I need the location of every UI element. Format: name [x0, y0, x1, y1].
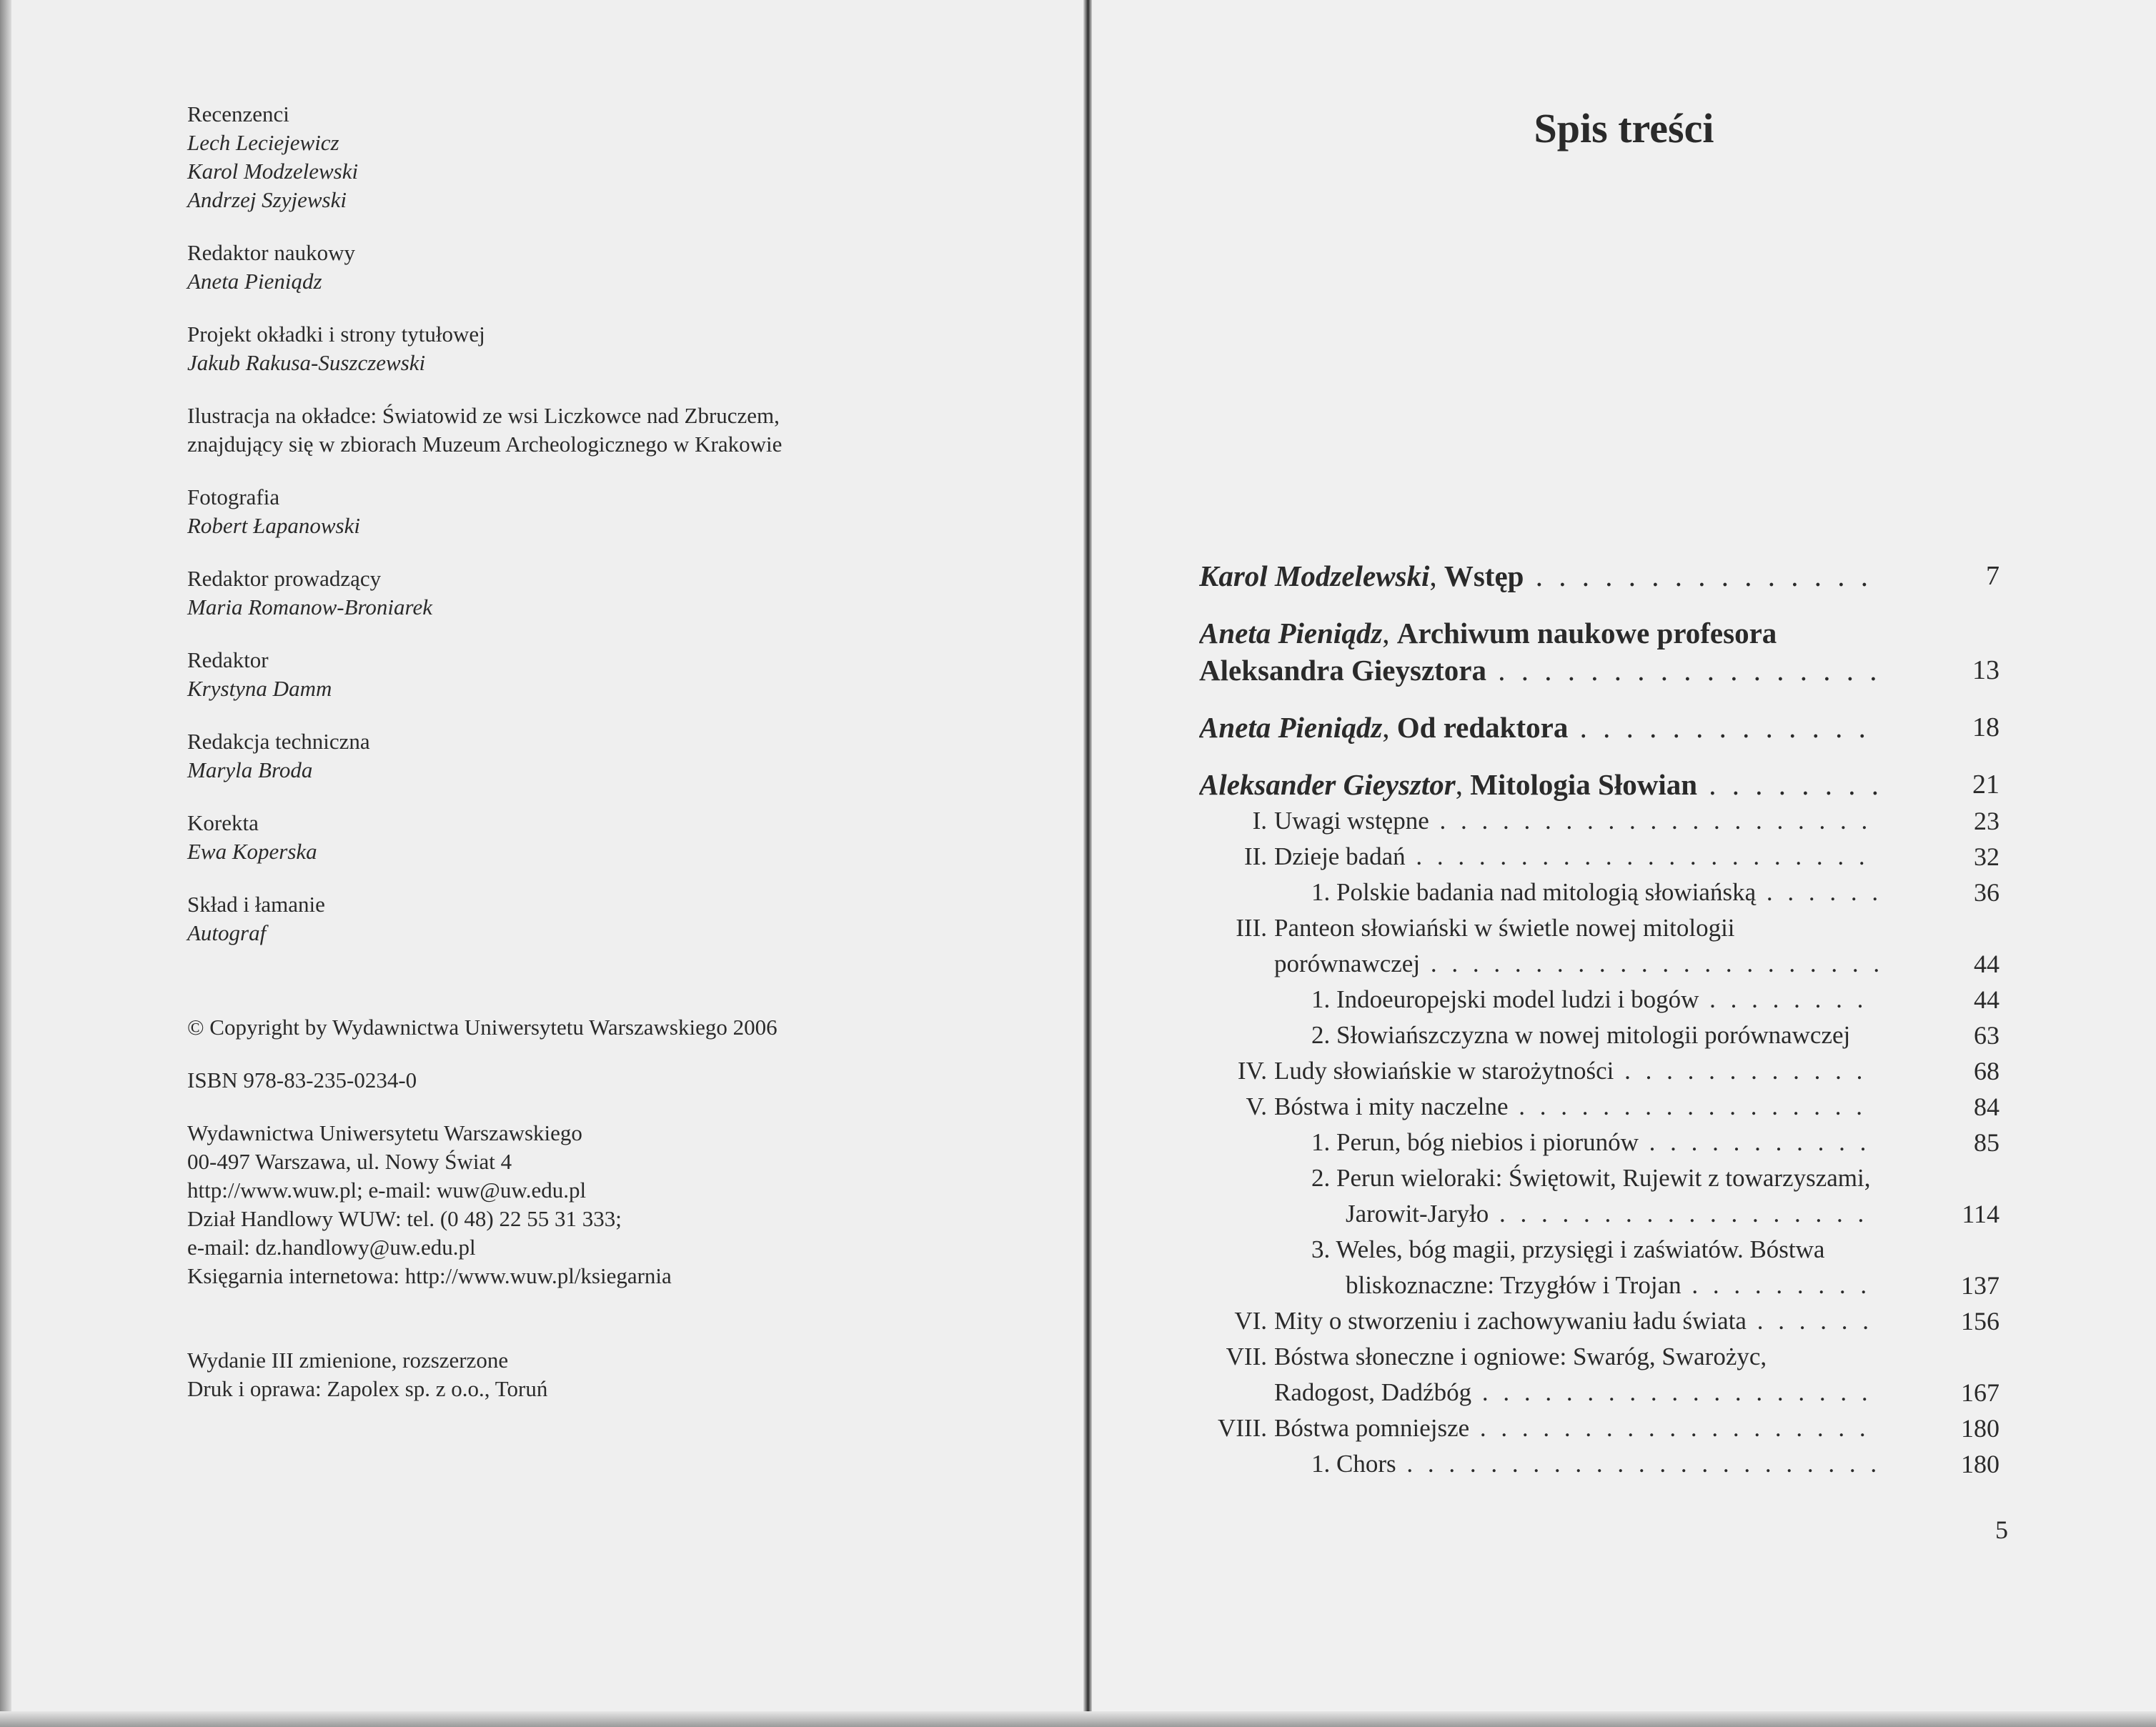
info-line: Księgarnia internetowa: http://www.wuw.pl/ksiegarnia	[187, 1263, 672, 1288]
toc-subsection	[1199, 1160, 1999, 1196]
toc-roman-numeral: VIII.	[1218, 1414, 1267, 1442]
toc-main-entry	[1199, 709, 1999, 746]
toc-subsection	[1199, 1232, 1999, 1268]
credit-name: Aneta Pieniądz	[187, 269, 322, 294]
credit-name: Krystyna Damm	[187, 676, 332, 701]
isbn-text: ISBN 978-83-235-0234-0	[187, 1067, 417, 1093]
toc-subsection-cont	[1199, 1196, 1999, 1232]
toc-entry-text: Aneta Pieniądz, Od redaktora . . .	[1199, 709, 1878, 746]
credit-role: Projekt okładki i strony tytułowej	[187, 322, 485, 347]
credit-scientific-editor	[187, 239, 1030, 296]
toc-entry-text: Karol Modzelewski, Wstęp . . .	[1199, 557, 1878, 594]
credit-reviewers	[187, 100, 1030, 214]
copyright-notice	[187, 1013, 1030, 1042]
toc-page-number: 21	[1972, 770, 1999, 800]
toc-page-number: 180	[1961, 1450, 1999, 1478]
credits-section	[187, 100, 1030, 1428]
toc-subsection-title: 1. Polskie badania nad mitologią słowiańską . . .	[1311, 875, 1878, 910]
isbn-block	[187, 1066, 1030, 1095]
credit-name: Lech Leciejewicz	[187, 130, 339, 155]
info-line: Wydanie III zmienione, rozszerzone	[187, 1348, 509, 1373]
toc-section	[1199, 1339, 1999, 1375]
credit-role: Redaktor	[187, 647, 269, 672]
credit-cover-design	[187, 320, 1030, 377]
toc-page-number: 13	[1972, 655, 1999, 685]
credit-technical-editing	[187, 727, 1030, 785]
credit-proofreading	[187, 809, 1030, 866]
toc-subsection	[1199, 1446, 1999, 1482]
bottom-edge-shadow	[0, 1711, 2156, 1727]
toc-subsection-title: 3. Weles, bóg magii, przysięgi i zaświatów. Bóstwa	[1311, 1235, 1825, 1263]
toc-subsection	[1199, 1017, 1999, 1053]
toc-page-number: 180	[1961, 1414, 1999, 1443]
credit-role: Recenzenci	[187, 101, 289, 126]
credit-role: Korekta	[187, 810, 259, 835]
toc-page-number: 84	[1974, 1093, 1999, 1121]
left-page-edge-shadow	[0, 0, 11, 1727]
toc-page-number: 18	[1972, 712, 1999, 742]
credit-editor	[187, 646, 1030, 703]
info-line: 00-497 Warszawa, ul. Nowy Świat 4	[187, 1149, 512, 1174]
toc-section	[1199, 803, 1999, 839]
toc-subsection-cont	[1199, 1268, 1999, 1303]
toc-page-number: 63	[1974, 1021, 1999, 1050]
credit-name: Maria Romanow-Broniarek	[187, 594, 432, 619]
toc-author: Aleksander Gieysztor	[1199, 768, 1456, 801]
toc-subsection-title-cont: Jarowit-Jaryło . . .	[1311, 1196, 1878, 1232]
toc-main-entry	[1199, 614, 1999, 689]
toc-roman-numeral: II.	[1243, 842, 1267, 870]
toc-page-number: 36	[1974, 878, 1999, 907]
page-number: 5	[1995, 1516, 2008, 1544]
toc-subsection	[1199, 1125, 1999, 1160]
toc-roman-numeral: I.	[1252, 807, 1267, 835]
toc-section-title: Bóstwa i mity naczelne . . .	[1274, 1089, 1878, 1125]
credit-role: Redaktor naukowy	[187, 240, 356, 265]
toc-section-title: Mity o stworzeniu i zachowywaniu ładu świata . . .	[1274, 1303, 1878, 1339]
toc-entry-text: Aneta Pieniądz, Archiwum naukowe profesora	[1199, 617, 1777, 650]
credit-role: Redaktor prowadzący	[187, 566, 382, 591]
credit-role: Fotografia	[187, 484, 280, 509]
toc-entry-title: Wstęp	[1444, 559, 1524, 592]
credit-name: Maryla Broda	[187, 757, 313, 782]
toc-section-cont	[1199, 946, 1999, 982]
toc-subsection	[1199, 875, 1999, 910]
toc-page-number: 156	[1961, 1307, 1999, 1335]
book-gutter	[1083, 0, 1092, 1727]
toc-line	[1199, 709, 1999, 746]
toc-subsection-title: 2. Słowiańszczyzna w nowej mitologii porównawczej	[1311, 1021, 1851, 1049]
info-line: e-mail: dz.handlowy@uw.edu.pl	[187, 1235, 476, 1260]
credit-typesetting	[187, 890, 1030, 947]
toc-section-title: Ludy słowiańskie w starożytności . . .	[1274, 1053, 1878, 1089]
credit-name: Autograf	[187, 920, 267, 945]
credit-photography	[187, 483, 1030, 540]
info-line: Druk i oprawa: Zapolex sp. z o.o., Toruń	[187, 1376, 548, 1401]
toc-line	[1199, 766, 1999, 803]
credit-name: Ewa Koperska	[187, 839, 317, 864]
toc-roman-numeral: VI.	[1234, 1307, 1267, 1335]
toc-page-number: 167	[1961, 1378, 1999, 1407]
toc-subsection-title: 2. Perun wieloraki: Świętowit, Rujewit z towarzyszami,	[1311, 1164, 1871, 1192]
toc-section	[1199, 1089, 1999, 1125]
toc-page-number: 137	[1961, 1271, 1999, 1300]
toc-section-title-cont: Radogost, Dadźbóg . . .	[1274, 1375, 1878, 1410]
toc-entry-title: Archiwum naukowe profesora	[1396, 617, 1777, 650]
toc-page-number: 44	[1974, 985, 1999, 1014]
toc-subsection-title: 1. Indoeuropejski model ludzi i bogów . . .	[1311, 982, 1878, 1017]
toc-author: Aneta Pieniądz	[1199, 711, 1383, 744]
toc-main-entry	[1199, 557, 1999, 594]
toc-page-number: 68	[1974, 1057, 1999, 1085]
toc-section	[1199, 1303, 1999, 1339]
toc-subsection-title: 1. Perun, bóg niebios i piorunów . . .	[1311, 1125, 1878, 1160]
toc-section-cont	[1199, 1375, 1999, 1410]
toc-line	[1199, 557, 1999, 594]
info-line: znajdujący się w zbiorach Muzeum Archeologicznego w Krakowie	[187, 432, 783, 457]
credit-role: Redakcja techniczna	[187, 729, 370, 754]
credit-role: Skład i łamanie	[187, 892, 325, 917]
info-line: Wydawnictwa Uniwersytetu Warszawskiego	[187, 1120, 582, 1145]
toc-entry-title: Mitologia Słowian	[1470, 768, 1698, 801]
publisher-address	[187, 1119, 1030, 1290]
toc-page-number: 85	[1974, 1128, 1999, 1157]
toc-main-entry	[1199, 766, 1999, 803]
toc-section	[1199, 910, 1999, 946]
toc-roman-numeral: V.	[1246, 1093, 1267, 1120]
toc-line	[1199, 652, 1999, 689]
toc-subsection-title: 1. Chors . . .	[1311, 1446, 1878, 1482]
credit-name: Jakub Rakusa-Suszczewski	[187, 350, 426, 375]
toc-section-title: Dzieje badań . . .	[1274, 839, 1878, 875]
info-line: http://www.wuw.pl; e-mail: wuw@uw.edu.pl	[187, 1178, 587, 1203]
toc-author: Aneta Pieniądz	[1199, 617, 1383, 650]
toc-section	[1199, 839, 1999, 875]
toc-roman-numeral: VII.	[1226, 1343, 1267, 1370]
cover-illustration-note	[187, 402, 1030, 459]
toc-section-title: Bóstwa słoneczne i ogniowe: Swaróg, Swarożyc,	[1274, 1343, 1767, 1370]
credit-managing-editor	[187, 564, 1030, 622]
toc-entry-text: Aleksander Gieysztor, Mitologia Słowian . . .	[1199, 766, 1878, 803]
credit-name: Robert Łapanowski	[187, 513, 360, 538]
credit-name: Karol Modzelewski	[187, 159, 359, 184]
credit-name: Andrzej Szyjewski	[187, 187, 347, 212]
toc-section-title: Bóstwa pomniejsze . . .	[1274, 1410, 1878, 1446]
toc-page-number: 114	[1962, 1200, 1999, 1228]
edition-info	[187, 1346, 1030, 1403]
toc-section	[1199, 1053, 1999, 1089]
toc-subsection	[1199, 982, 1999, 1017]
toc-section	[1199, 1410, 1999, 1446]
toc-author: Karol Modzelewski	[1199, 559, 1430, 592]
toc-page-number: 32	[1974, 842, 1999, 871]
toc-page-number: 23	[1974, 807, 1999, 835]
toc-section-title: Panteon słowiański w świetle nowej mitologii	[1274, 914, 1735, 942]
toc-entry-title: Od redaktora	[1396, 711, 1569, 744]
toc-subsection-title-cont: bliskoznaczne: Trzygłów i Trojan . . .	[1311, 1268, 1878, 1303]
toc-entry-title-cont: Aleksandra Gieysztora	[1199, 654, 1486, 687]
toc-entry-text	[1199, 652, 1878, 689]
toc-line	[1199, 614, 1999, 652]
toc-page-number: 7	[1986, 561, 1999, 591]
toc-roman-numeral: IV.	[1237, 1057, 1267, 1085]
table-of-contents	[1199, 557, 1999, 1482]
toc-section-title: Uwagi wstępne . . .	[1274, 803, 1878, 839]
toc-title: Spis treści	[1534, 105, 1714, 151]
toc-roman-numeral: III.	[1236, 914, 1267, 942]
toc-page-number: 44	[1974, 950, 1999, 978]
copyright-text: © Copyright by Wydawnictwa Uniwersytetu Warszawskiego 2006	[187, 1015, 778, 1040]
toc-section-title-cont: porównawczej . . .	[1274, 946, 1878, 982]
info-line: Dział Handlowy WUW: tel. (0 48) 22 55 31 333;	[187, 1206, 622, 1231]
info-line: Ilustracja na okładce: Światowid ze wsi Liczkowce nad Zbruczem,	[187, 403, 780, 428]
